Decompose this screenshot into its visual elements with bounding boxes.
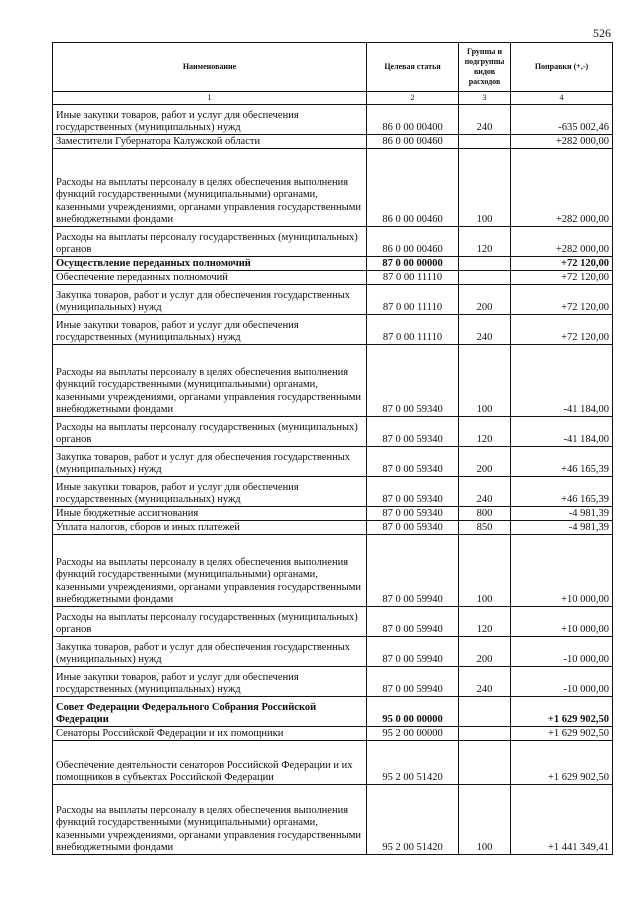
header-groups: Группы и подгруппы видов расходов (459, 43, 511, 92)
row-amendment: -10 000,00 (511, 637, 613, 667)
row-amendment: +1 629 902,50 (511, 741, 613, 785)
row-target-code: 87 0 00 59940 (367, 535, 459, 607)
row-name: Обеспечение переданных полномочий (53, 271, 367, 285)
row-target-code: 87 0 00 11110 (367, 271, 459, 285)
row-name: Расходы на выплаты персоналу в целях обеспечения выполнения функций государственными (муниципальными) органами, казенными учреждениями, органами управления государственными внебюджетными фондами (53, 345, 367, 417)
table-row (53, 637, 613, 667)
row-amendment: -41 184,00 (511, 417, 613, 447)
row-name: Иные закупки товаров, работ и услуг для обеспечения государственных (муниципальных) нужд (53, 315, 367, 345)
row-target-code: 87 0 00 59940 (367, 667, 459, 697)
row-amendment: +72 120,00 (511, 257, 613, 271)
table-row (53, 521, 613, 535)
row-expense-group: 240 (459, 477, 511, 507)
row-amendment: -41 184,00 (511, 345, 613, 417)
row-name: Расходы на выплаты персоналу государственных (муниципальных) органов (53, 417, 367, 447)
row-amendment: +10 000,00 (511, 607, 613, 637)
row-amendment: +10 000,00 (511, 535, 613, 607)
table-row (53, 105, 613, 135)
row-expense-group (459, 741, 511, 785)
row-expense-group: 100 (459, 785, 511, 855)
row-name: Расходы на выплаты персоналу в целях обеспечения выполнения функций государственными (муниципальными) органами, казенными учреждениями, органами управления государственными внебюджетными фондами (53, 149, 367, 227)
column-number: 2 (367, 92, 459, 105)
row-name: Расходы на выплаты персоналу государственных (муниципальных) органов (53, 607, 367, 637)
table-row (53, 507, 613, 521)
row-amendment: +46 165,39 (511, 477, 613, 507)
row-target-code: 95 0 00 00000 (367, 697, 459, 727)
row-target-code: 87 0 00 59340 (367, 521, 459, 535)
row-target-code: 95 2 00 00000 (367, 727, 459, 741)
row-amendment: +1 629 902,50 (511, 697, 613, 727)
row-target-code: 87 0 00 11110 (367, 315, 459, 345)
row-amendment: +46 165,39 (511, 447, 613, 477)
row-target-code: 86 0 00 00400 (367, 105, 459, 135)
row-amendment: +72 120,00 (511, 271, 613, 285)
table-row (53, 257, 613, 271)
row-name: Осуществление переданных полномочий (53, 257, 367, 271)
column-number-row (53, 92, 613, 105)
row-expense-group: 240 (459, 315, 511, 345)
row-name: Расходы на выплаты персоналу государственных (муниципальных) органов (53, 227, 367, 257)
row-name: Иные закупки товаров, работ и услуг для обеспечения государственных (муниципальных) нужд (53, 477, 367, 507)
row-expense-group: 200 (459, 285, 511, 315)
row-expense-group: 200 (459, 447, 511, 477)
table-row (53, 697, 613, 727)
row-target-code: 95 2 00 51420 (367, 785, 459, 855)
row-amendment: +1 629 902,50 (511, 727, 613, 741)
row-expense-group: 120 (459, 227, 511, 257)
row-amendment: -10 000,00 (511, 667, 613, 697)
row-target-code: 87 0 00 59340 (367, 477, 459, 507)
table-row (53, 345, 613, 417)
row-expense-group: 200 (459, 637, 511, 667)
row-name: Уплата налогов, сборов и иных платежей (53, 521, 367, 535)
table-row (53, 135, 613, 149)
row-target-code: 86 0 00 00460 (367, 135, 459, 149)
row-target-code: 87 0 00 59340 (367, 345, 459, 417)
row-expense-group: 100 (459, 345, 511, 417)
row-expense-group (459, 727, 511, 741)
row-name: Расходы на выплаты персоналу в целях обеспечения выполнения функций государственными (муниципальными) органами, казенными учреждениями, органами управления государственными внебюджетными фондами (53, 535, 367, 607)
table-row (53, 447, 613, 477)
column-number: 3 (459, 92, 511, 105)
row-expense-group: 120 (459, 607, 511, 637)
row-target-code: 95 2 00 51420 (367, 741, 459, 785)
row-expense-group: 800 (459, 507, 511, 521)
row-expense-group: 120 (459, 417, 511, 447)
column-number: 1 (53, 92, 367, 105)
header-target: Целевая статья (367, 43, 459, 92)
row-amendment: -4 981,39 (511, 507, 613, 521)
row-name: Обеспечение деятельности сенаторов Российской Федерации и их помощников в субъектах Российской Федерации (53, 741, 367, 785)
row-expense-group: 850 (459, 521, 511, 535)
row-amendment: +282 000,00 (511, 135, 613, 149)
table-row (53, 227, 613, 257)
row-target-code: 87 0 00 59340 (367, 507, 459, 521)
row-expense-group (459, 271, 511, 285)
table-row (53, 785, 613, 855)
row-target-code: 86 0 00 00460 (367, 227, 459, 257)
row-target-code: 87 0 00 59940 (367, 637, 459, 667)
row-expense-group (459, 257, 511, 271)
table-row (53, 315, 613, 345)
table-row (53, 477, 613, 507)
row-amendment: +282 000,00 (511, 227, 613, 257)
header-name: Наименование (53, 43, 367, 92)
row-amendment: -635 002,46 (511, 105, 613, 135)
page-number: 526 (593, 26, 611, 40)
row-target-code: 87 0 00 59940 (367, 607, 459, 637)
table-body (53, 105, 613, 855)
row-target-code: 86 0 00 00460 (367, 149, 459, 227)
row-amendment: -4 981,39 (511, 521, 613, 535)
row-name: Иные бюджетные ассигнования (53, 507, 367, 521)
row-name: Иные закупки товаров, работ и услуг для обеспечения государственных (муниципальных) нужд (53, 667, 367, 697)
table-row (53, 607, 613, 637)
row-target-code: 87 0 00 11110 (367, 285, 459, 315)
row-amendment: +282 000,00 (511, 149, 613, 227)
row-name: Заместители Губернатора Калужской области (53, 135, 367, 149)
row-target-code: 87 0 00 59340 (367, 447, 459, 477)
row-amendment: +72 120,00 (511, 315, 613, 345)
row-name: Закупка товаров, работ и услуг для обеспечения государственных (муниципальных) нужд (53, 285, 367, 315)
table-row (53, 271, 613, 285)
row-amendment: +72 120,00 (511, 285, 613, 315)
row-name: Совет Федерации Федерального Собрания Российской Федерации (53, 697, 367, 727)
row-expense-group: 100 (459, 535, 511, 607)
row-expense-group: 240 (459, 667, 511, 697)
row-name: Сенаторы Российской Федерации и их помощники (53, 727, 367, 741)
table-row (53, 149, 613, 227)
table-row (53, 727, 613, 741)
column-number: 4 (511, 92, 613, 105)
header-amendments: Поправки (+,-) (511, 43, 613, 92)
row-expense-group (459, 697, 511, 727)
row-target-code: 87 0 00 59340 (367, 417, 459, 447)
table-row (53, 741, 613, 785)
row-target-code: 87 0 00 00000 (367, 257, 459, 271)
row-name: Закупка товаров, работ и услуг для обеспечения государственных (муниципальных) нужд (53, 447, 367, 477)
table-row (53, 667, 613, 697)
header-row (53, 43, 613, 92)
budget-amendments-table (52, 42, 613, 855)
row-name: Иные закупки товаров, работ и услуг для обеспечения государственных (муниципальных) нужд (53, 105, 367, 135)
row-expense-group: 240 (459, 105, 511, 135)
row-expense-group: 100 (459, 149, 511, 227)
row-name: Закупка товаров, работ и услуг для обеспечения государственных (муниципальных) нужд (53, 637, 367, 667)
row-expense-group (459, 135, 511, 149)
table-row (53, 535, 613, 607)
row-name: Расходы на выплаты персоналу в целях обеспечения выполнения функций государственными (муниципальными) органами, казенными учреждениями, органами управления государственными внебюджетными фондами (53, 785, 367, 855)
table-row (53, 285, 613, 315)
row-amendment: +1 441 349,41 (511, 785, 613, 855)
table-row (53, 417, 613, 447)
